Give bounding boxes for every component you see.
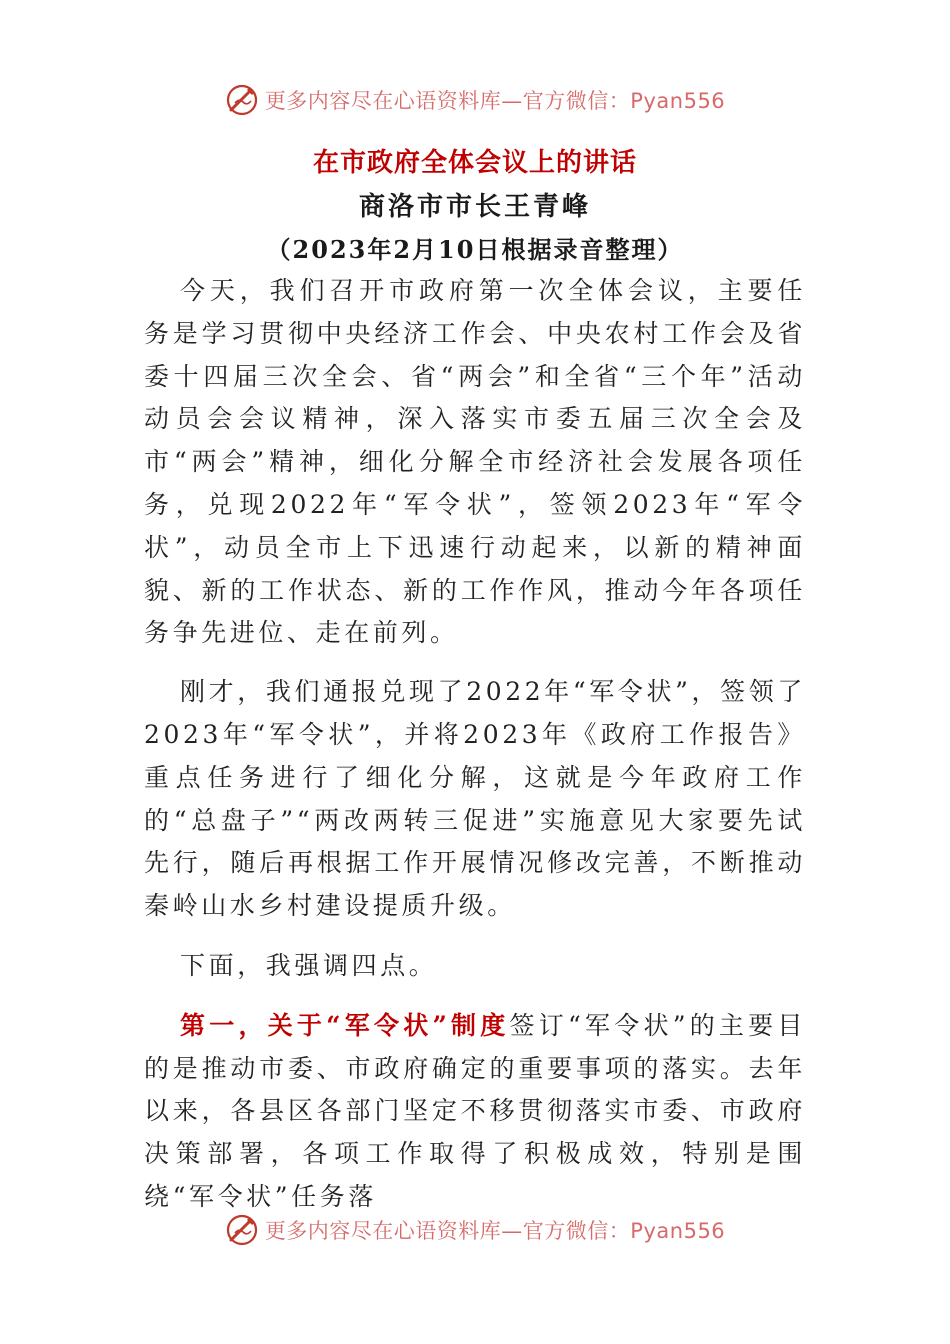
paragraph-3: 下面，我强调四点。 — [180, 950, 438, 980]
section-1-paragraph — [144, 1005, 806, 1219]
document-title: 在市政府全体会议上的讲话 — [312, 148, 637, 178]
document-body — [144, 270, 806, 1219]
pen-seal-logo-icon — [225, 1213, 259, 1247]
paragraph-1: 今天，我们召开市政府第一次全体会议，主要任务是学习贯彻中央经济工作会、中央农村工作会及省委十四届三次全会、省“两会”和全省“三个年”活动动员会会议精神，深入落实市委五届三次全会及市“两会”精神，细化分解全市经济社会发展各项任务，兑现2022年“军令状”，签领2023年“军令状”，动员全市上下迅速行动起来，以新的精神面貌、新的工作状态、新的工作作风，推动今年各项任务争先进位、走在前列。 — [144, 276, 806, 648]
paragraph-2: 刚才，我们通报兑现了2022年“军令状”，签领了2023年“军令状”，并将2023年《政府工作报告》重点任务进行了细化分解，这就是今年政府工作的“总盘子”“两改两转三促进”实施意见大家要先试先行，随后再根据工作开展情况修改完善，不断推动秦岭山水乡村建设提质升级。 — [144, 677, 806, 921]
document-author: 商洛市市长王青峰 — [358, 192, 591, 222]
section-1-text: 签订“军令状”的主要目的是推动市委、市政府确定的重要事项的落实。去年以来，各县区各部门坚定不移贯彻落实市委、市政府决策部署，各项工作取得了积极成效，特别是围绕“军令状”任务落 — [144, 1010, 806, 1211]
promo-text: 更多内容尽在心语资料库—官方微信：Pyan556 — [264, 1219, 726, 1243]
header-banner — [0, 80, 950, 120]
pen-seal-logo-icon — [225, 83, 259, 117]
promo-text: 更多内容尽在心语资料库—官方微信：Pyan556 — [264, 89, 726, 113]
section-1-heading: 第一，关于“军令状”制度 — [180, 1010, 510, 1040]
footer-banner — [0, 1210, 950, 1250]
document-date-note: （2023年2月10日根据录音整理） — [266, 235, 684, 264]
